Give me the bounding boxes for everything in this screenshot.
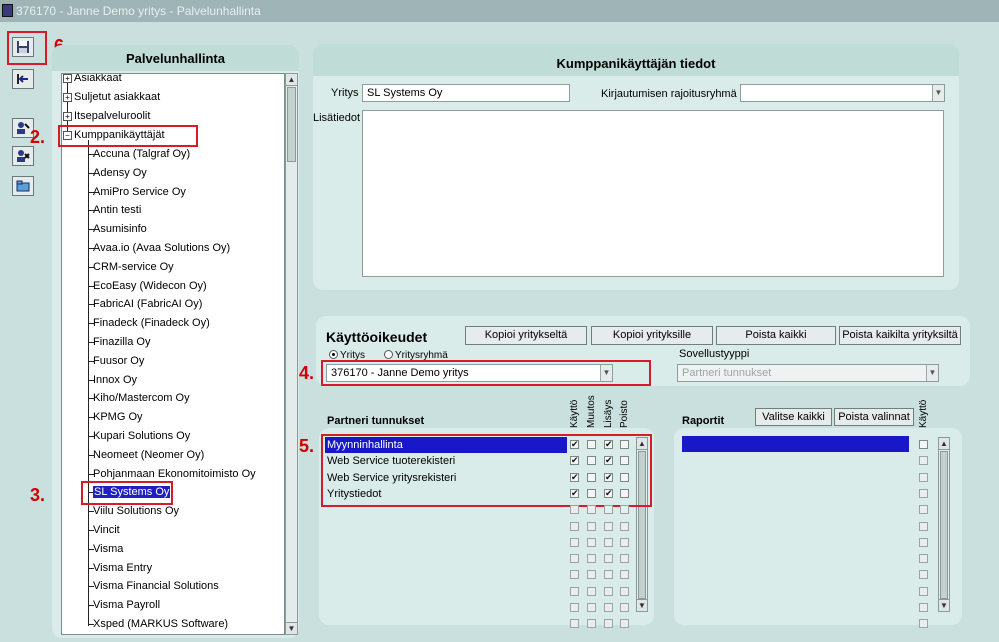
report-checkbox[interactable] (919, 505, 928, 514)
callout-3: 3. (30, 485, 46, 505)
checkbox[interactable] (570, 570, 579, 579)
report-checkbox[interactable] (919, 619, 928, 628)
partner-row[interactable]: Web Service yritysrekisteri (327, 471, 457, 484)
checkbox[interactable] (587, 505, 596, 514)
sovellustyyppi-label: Sovellustyyppi (679, 348, 750, 360)
checkbox[interactable] (570, 538, 579, 547)
collapse-icon[interactable]: − (63, 131, 72, 140)
panel-title: Palvelunhallinta (52, 45, 299, 71)
checkbox[interactable] (587, 473, 596, 482)
checkbox[interactable] (620, 554, 629, 563)
report-checkbox[interactable] (919, 554, 928, 563)
tree-item-child[interactable]: Adensy Oy (93, 166, 147, 179)
checkbox[interactable]: ✔ (571, 487, 579, 498)
tree-item-child[interactable]: Finazilla Oy (93, 336, 151, 348)
tree-item-suljetut-asiakkaat[interactable]: + Suljetut asiakkaat (63, 88, 160, 106)
checkbox[interactable] (620, 505, 629, 514)
kirjautuminen-select[interactable] (740, 84, 945, 102)
folder-icon (16, 180, 30, 192)
checkbox[interactable] (620, 603, 629, 612)
checkbox[interactable] (587, 587, 596, 596)
checkbox[interactable] (604, 554, 613, 563)
checkbox[interactable] (620, 587, 629, 596)
window-title-bar (0, 0, 999, 22)
tree-item-child[interactable]: Pohjanmaan Ekonomitoimisto Oy (93, 467, 256, 480)
partner-row[interactable]: Myynninhallinta (325, 437, 567, 453)
lisatiedot-label: Lisätiedot (313, 112, 361, 124)
remove-all-companies-button[interactable]: Poista kaikilta yrityksiltä (839, 326, 961, 345)
checkbox[interactable] (620, 440, 629, 449)
checkbox[interactable] (587, 603, 596, 612)
checkbox[interactable] (620, 489, 629, 498)
radio-yritysryhma[interactable]: Yritysryhmä (384, 350, 448, 361)
checkbox[interactable] (570, 587, 579, 596)
scroll-thumb[interactable] (940, 451, 948, 599)
checkbox[interactable] (604, 505, 613, 514)
tree-item-child[interactable]: CRM-service Oy (93, 260, 174, 273)
report-checkbox[interactable] (919, 603, 928, 612)
tree-child-line (88, 140, 89, 626)
checkbox[interactable] (604, 587, 613, 596)
expand-icon[interactable]: + (63, 74, 72, 83)
user-copy-icon (16, 149, 30, 163)
checkbox[interactable] (620, 456, 629, 465)
col-kaytto: Käyttö (569, 399, 580, 428)
checkbox[interactable] (570, 522, 579, 531)
checkbox[interactable] (587, 554, 596, 563)
tree-item-child[interactable]: Vincit (93, 524, 120, 536)
tree-item-child[interactable]: Xsped (MARKUS Software) (93, 618, 229, 630)
report-checkbox[interactable] (919, 538, 928, 547)
tree-item-child[interactable]: Visma Payroll (93, 599, 161, 612)
tree-item-child[interactable]: KPMG Oy (93, 411, 143, 424)
col-muutos: Muutos (586, 395, 597, 428)
remove-selected-button[interactable]: Poista valinnat (834, 408, 914, 426)
chevron-down-icon[interactable]: ▼ (600, 365, 612, 381)
report-checkbox[interactable] (919, 587, 928, 596)
report-checkbox[interactable] (919, 522, 928, 531)
callout-4: 4. (299, 363, 315, 383)
details-title: Kumppanikäyttäjän tiedot (313, 44, 959, 76)
checkbox[interactable] (587, 440, 596, 449)
report-row-selected[interactable] (682, 436, 909, 452)
tree-item-itsepalveluroolit[interactable]: + Itsepalveluroolit (63, 107, 150, 125)
tree-item-child[interactable]: Visma Financial Solutions (93, 580, 219, 593)
callout-5: 5. (299, 436, 315, 456)
checkbox[interactable] (620, 473, 629, 482)
checkbox[interactable]: ✔ (571, 455, 579, 466)
report-checkbox[interactable] (919, 473, 928, 482)
scroll-up-icon[interactable]: ▲ (940, 439, 948, 448)
tree-scrollbar[interactable] (285, 73, 298, 635)
remove-all-button[interactable]: Poista kaikki (716, 326, 836, 345)
kirjautuminen-label: Kirjautumisen rajoitusryhmä (601, 88, 737, 100)
scroll-down-icon[interactable]: ▼ (940, 601, 948, 610)
checkbox[interactable] (587, 522, 596, 531)
exit-icon (16, 73, 30, 85)
tree-item-child[interactable]: Finadeck (Finadeck Oy) (93, 317, 210, 330)
tree-item-child[interactable]: SL Systems Oy (94, 486, 170, 499)
highlight-save (7, 31, 47, 65)
radio-yritys[interactable]: Yritys (329, 350, 365, 361)
scroll-down-icon[interactable]: ▼ (287, 624, 296, 633)
tree-item-child[interactable]: Innox Oy (93, 373, 138, 386)
checkbox[interactable]: ✔ (605, 455, 613, 466)
rights-title: Käyttöoikeudet (326, 329, 428, 345)
tree-item-kumppanikayttajat[interactable]: − Kumppanikäyttäjät (63, 126, 165, 144)
checkbox[interactable] (570, 619, 579, 628)
scroll-up-icon[interactable]: ▲ (287, 75, 296, 84)
checkbox[interactable] (620, 619, 629, 628)
checkbox[interactable]: ✔ (605, 471, 613, 482)
checkbox[interactable] (604, 538, 613, 547)
tree-item-child[interactable]: Asumisinfo (93, 223, 147, 236)
tree-item-child[interactable]: AmiPro Service Oy (93, 185, 186, 198)
chevron-down-icon[interactable]: ▼ (932, 85, 944, 101)
checkbox[interactable] (587, 570, 596, 579)
sovellustyyppi-select[interactable]: Partneri tunnukset ▼ (677, 364, 939, 382)
callout-2: 2. (30, 127, 46, 147)
exit-button[interactable] (12, 69, 34, 89)
checkbox[interactable]: ✔ (571, 471, 579, 482)
scroll-down-icon[interactable]: ▼ (638, 601, 646, 610)
checkbox[interactable] (604, 619, 613, 628)
tree-item-child[interactable]: Viilu Solutions Oy (93, 505, 180, 518)
window-title: 376170 - Janne Demo yritys - Palvelunhallinta (16, 4, 261, 18)
app-icon (2, 4, 13, 17)
reports-scrollbar[interactable] (938, 437, 950, 612)
radio-off-icon[interactable] (384, 350, 393, 359)
tree-item-child[interactable]: Visma Entry (93, 561, 153, 574)
expand-icon[interactable]: + (63, 93, 72, 102)
tree-item-child[interactable]: Kiho/Mastercom Oy (93, 392, 190, 405)
tree-item-child[interactable]: Avaa.io (Avaa Solutions Oy) (93, 242, 231, 254)
col-reports-kaytto: Käyttö (918, 399, 929, 428)
tree-view (61, 73, 285, 635)
checkbox[interactable] (604, 570, 613, 579)
lisatiedot-textarea[interactable] (362, 110, 944, 277)
tree-item-asiakkaat[interactable]: + Asiakkaat (63, 73, 122, 87)
checkbox[interactable]: ✔ (605, 487, 613, 498)
checkbox[interactable] (570, 603, 579, 612)
company-select[interactable]: 376170 - Janne Demo yritys ▼ (326, 364, 613, 382)
highlight-company-select (321, 360, 651, 386)
scroll-up-icon[interactable]: ▲ (638, 439, 646, 448)
report-checkbox[interactable] (919, 440, 928, 449)
checkbox[interactable] (587, 538, 596, 547)
tree-item-child[interactable]: Accuna (Talgraf Oy) (93, 148, 191, 160)
checkbox[interactable] (604, 603, 613, 612)
checkbox[interactable] (587, 456, 596, 465)
checkbox[interactable] (620, 570, 629, 579)
highlight-sl-systems (81, 481, 173, 505)
tree-item-child[interactable]: Visma (93, 542, 124, 555)
checkbox[interactable] (587, 619, 596, 628)
checkbox[interactable] (620, 522, 629, 531)
partner-ids-title: Partneri tunnukset (327, 415, 425, 427)
yritys-label: Yritys (331, 87, 359, 99)
checkbox[interactable] (620, 538, 629, 547)
tree-item-child[interactable]: Kupari Solutions Oy (93, 430, 191, 442)
checkbox[interactable] (570, 505, 579, 514)
report-checkbox[interactable] (919, 489, 928, 498)
highlight-kumppanikayttajat (58, 125, 198, 147)
yritys-field[interactable]: SL Systems Oy (362, 84, 570, 102)
tree-item-child[interactable]: Antin testi (93, 204, 142, 217)
scroll-thumb[interactable] (287, 87, 296, 162)
col-poisto: Poisto (619, 400, 630, 428)
tree-item-child[interactable]: Fuusor Oy (93, 354, 145, 367)
radio-on-icon[interactable] (329, 350, 338, 359)
report-checkbox[interactable] (919, 570, 928, 579)
tree-item-child[interactable]: Neomeet (Neomer Oy) (93, 448, 205, 461)
partner-row[interactable]: Web Service tuoterekisteri (327, 455, 456, 468)
tree-item-child[interactable]: EcoEasy (Widecon Oy) (93, 279, 207, 292)
col-lisays: Lisäys (603, 399, 614, 428)
checkbox[interactable]: ✔ (605, 439, 613, 449)
report-checkbox[interactable] (919, 456, 928, 465)
checkbox[interactable] (587, 489, 596, 498)
user-tool-button-2[interactable] (12, 146, 34, 166)
reports-title: Raportit (682, 415, 725, 427)
copy-to-companies-button[interactable]: Kopioi yrityksille (591, 326, 713, 345)
checkbox[interactable] (570, 554, 579, 563)
tree-item-child[interactable]: FabricAI (FabricAI Oy) (93, 298, 203, 311)
user-edit-icon (16, 121, 30, 135)
checkbox[interactable]: ✔ (571, 439, 579, 449)
checkbox[interactable] (604, 522, 613, 531)
chevron-down-icon[interactable]: ▼ (926, 365, 938, 381)
expand-icon[interactable]: + (63, 112, 72, 121)
folder-tool-button[interactable] (12, 176, 34, 196)
select-all-button[interactable]: Valitse kaikki (755, 408, 832, 426)
partner-row[interactable]: Yritystiedot (327, 487, 382, 500)
copy-from-company-button[interactable]: Kopioi yritykseltä (465, 326, 587, 345)
